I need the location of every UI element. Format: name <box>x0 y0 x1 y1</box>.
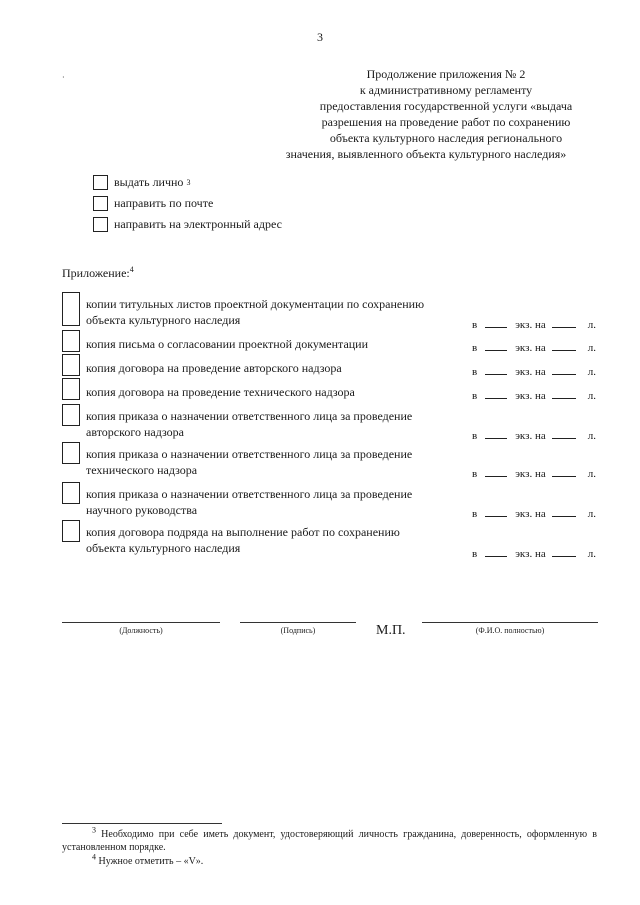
checkbox[interactable] <box>93 217 108 232</box>
delivery-option-email[interactable] <box>93 217 282 232</box>
scan-dot: · <box>62 73 65 82</box>
header-line: объекта культурного наследия регионального <box>329 131 563 145</box>
stamp-place: М.П. <box>376 623 406 638</box>
footnote-ref: 4 <box>129 265 134 274</box>
position-caption: (Должность) <box>119 626 163 635</box>
copies-blank[interactable] <box>485 317 507 328</box>
quantity-field: в экз. на л. <box>472 430 596 442</box>
copies-blank[interactable] <box>485 506 507 517</box>
name-line[interactable] <box>422 622 598 623</box>
checkbox[interactable] <box>62 354 80 376</box>
quantity-field: в экз. на л. <box>472 468 596 480</box>
signature-line[interactable] <box>240 622 356 623</box>
delivery-option-label: направить на электронный адрес <box>114 217 282 231</box>
copies-blank[interactable] <box>485 546 507 557</box>
quantity-field: в экз. на л. <box>472 342 596 354</box>
checkbox[interactable] <box>62 442 80 464</box>
copies-blank[interactable] <box>485 428 507 439</box>
quantity-field: в экз. на л. <box>472 319 596 331</box>
header-line: Продолжение приложения № 2 <box>366 67 526 81</box>
attachment-item: копия приказа о назначении ответственного лица за проведение технического надзора в экз. на л. <box>62 442 602 482</box>
sheets-blank[interactable] <box>552 340 576 351</box>
sheets-blank[interactable] <box>552 428 576 439</box>
attachment-item: копия договора подряда на выполнение работ по сохранению объекта культурного наследия в экз. на л. <box>62 520 602 562</box>
checkbox[interactable] <box>62 330 80 352</box>
quantity-field: в экз. на л. <box>472 548 596 560</box>
checkbox[interactable] <box>62 520 80 542</box>
position-line[interactable] <box>62 622 220 623</box>
copies-blank[interactable] <box>485 340 507 351</box>
delivery-option-mail[interactable] <box>93 196 213 211</box>
quantity-field: в экз. на л. <box>472 390 596 402</box>
delivery-option-label: выдать лично <box>114 175 184 189</box>
header-line: значения, выявленного объекта культурного наследия» <box>285 147 567 161</box>
quantity-field: в экз. на л. <box>472 366 596 378</box>
quantity-field: в экз. на л. <box>472 508 596 520</box>
sheets-blank[interactable] <box>552 388 576 399</box>
checkbox[interactable] <box>62 482 80 504</box>
checkbox[interactable] <box>93 175 108 190</box>
footnote-divider <box>62 823 222 824</box>
copies-blank[interactable] <box>485 466 507 477</box>
attachment-item: копия договора на проведение технического надзора в экз. на л. <box>62 378 602 400</box>
checkbox[interactable] <box>93 196 108 211</box>
attachment-item: копия приказа о назначении ответственного лица за проведение научного руководства в экз. на л. <box>62 482 602 522</box>
footnote-text: Необходимо при себе иметь документ, удостоверяющий личность гражданина, доверенность, оформленную в установленном порядке. <box>62 829 598 853</box>
checkbox[interactable] <box>62 292 80 326</box>
attachment-item: копии титульных листов проектной документации по сохранению объекта культурного наследия в экз. на л. <box>62 292 602 332</box>
checkbox[interactable] <box>62 378 80 400</box>
header-line: разрешения на проведение работ по сохранению <box>321 115 571 129</box>
name-caption: (Ф.И.О. полностью) <box>475 626 545 635</box>
sheets-blank[interactable] <box>552 364 576 375</box>
header-line: предоставления государственной услуги «выдача <box>319 99 573 113</box>
copies-blank[interactable] <box>485 364 507 375</box>
sheets-blank[interactable] <box>552 317 576 328</box>
footnote-4 <box>62 852 597 868</box>
appendix-header <box>262 66 630 162</box>
attachment-title: Приложение:$^4$ <box>62 265 134 280</box>
attachment-item: копия письма о согласовании проектной документации в экз. на л. <box>62 330 602 352</box>
sheets-blank[interactable] <box>552 506 576 517</box>
checkbox[interactable] <box>62 404 80 426</box>
footnote-number: 4 <box>92 852 96 862</box>
sheets-blank[interactable] <box>552 546 576 557</box>
delivery-option-personal[interactable]: выдать лично 3 <box>93 175 190 190</box>
attachment-item: копия договора на проведение авторского надзора в экз. на л. <box>62 354 602 376</box>
footnote-3 <box>62 825 598 854</box>
attachment-item: копия приказа о назначении ответственного лица за проведение авторского надзора в экз. на л. <box>62 404 602 444</box>
footnote-text: Нужное отметить – «V». <box>98 856 204 867</box>
page-number: 3 <box>317 30 323 44</box>
sheets-blank[interactable] <box>552 466 576 477</box>
header-line: к административному регламенту <box>359 83 533 97</box>
footnote-number: 3 <box>92 825 96 835</box>
signature-caption: (Подпись) <box>280 626 316 635</box>
delivery-option-label: направить по почте <box>114 196 214 210</box>
copies-blank[interactable] <box>485 388 507 399</box>
